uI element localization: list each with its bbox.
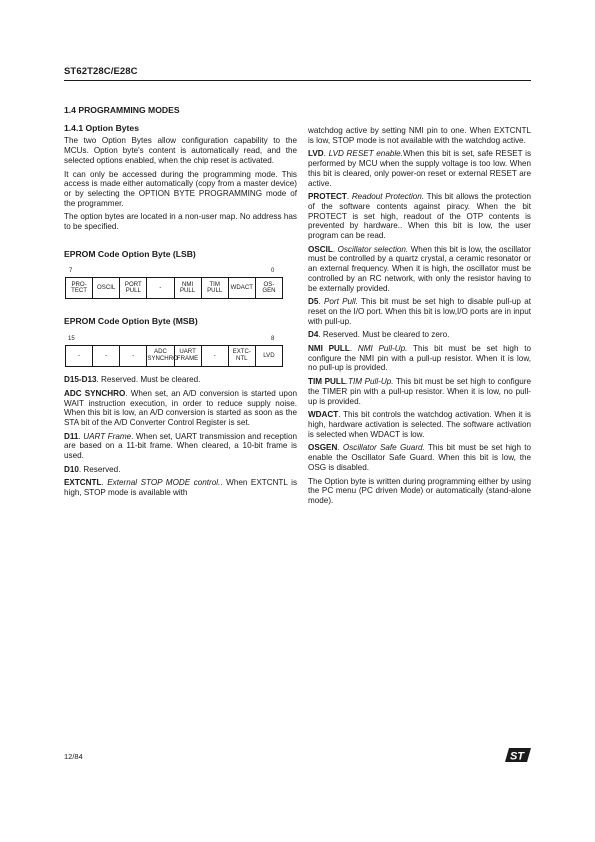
msb-bit-low: 8 <box>271 336 275 343</box>
msb-cell: - <box>93 346 120 367</box>
oscil-paragraph: OSCIL. Oscillator selection. When this bit is low, the oscillator must be controlled by a quartz crystal, a ceramic resonator or an external frequency. When it is high, the oscillator must be controlled by an RC network, with only the resistor having to be externally provided. <box>308 244 531 293</box>
lvd-paragraph: LVD. LVD RESET enable.When this bit is set, safe RESET is performed by MCU when the supply voltage is too low. When this bit is cleared, only power-on reset or external RESET are active. <box>308 149 532 188</box>
lsb-cell: OSCIL <box>93 278 120 299</box>
nmi-paragraph: NMI PULL. NMI Pull-Up. This bit must be set high to configure the NMI pin with a pull-up resistor. When it is low, no pull-up is provided. <box>308 344 531 373</box>
lsb-table-caption: EPROM Code Option Byte (LSB) <box>64 248 196 259</box>
intro-paragraph-2: It can only be accessed during the programming mode. This access is made either automatically (copy from a master device) or by selecting the OPTION BYTE PROGRAMMING mode of the programmer. <box>64 169 297 208</box>
extcntl-paragraph: EXTCNTL. External STOP MODE control.. When EXTCNTL is high, STOP mode is available with <box>64 478 298 498</box>
section-title: 1.4 PROGRAMMING MODES <box>64 105 180 115</box>
lsb-bit-high: 7 <box>69 268 73 275</box>
lsb-cell: TIM PULL <box>201 278 228 299</box>
msb-cell: LVD <box>255 346 282 367</box>
lsb-bit-table <box>65 277 283 299</box>
intro-paragraph-1: The two Option Bytes allow configuration capability to the MCUs. Option byte's content is automatically read, and the selected options enabled, when the chip reset is activated. <box>64 136 297 165</box>
msb-cell: EXTC- NTL <box>228 346 255 367</box>
msb-cell: - <box>201 346 228 367</box>
msb-table-caption: EPROM Code Option Byte (MSB) <box>64 316 198 327</box>
osgen-paragraph: OSGEN. Oscillator Safe Guard. This bit must be set high to enable the Oscillator Safe Guard. When this bit is low, the OSG is disabled. <box>308 443 531 472</box>
left-column <box>64 106 297 502</box>
d11-paragraph: D11. UART Frame. When set, UART transmission and reception are based on a 11-bit frame. When cleared, a 10-bit frame is used. <box>64 431 298 461</box>
msb-bit-high: 15 <box>68 336 75 343</box>
lsb-cell: OS- GEN <box>255 278 282 299</box>
lsb-cell: - <box>147 278 174 299</box>
adc-paragraph: ADC SYNCHRO. When set, an A/D conversion is started upon WAIT instruction execution, in order to reduce supply noise. When this bit is low, an A/D conversion is started as soon as the STA bit of the A/D Converter Control Register is set. <box>64 388 297 427</box>
intro-paragraph-3: The option bytes are located in a non-user map. No address has to be specified. <box>64 212 297 232</box>
msb-cell: - <box>120 346 147 367</box>
st-logo-icon <box>505 748 531 767</box>
d15-paragraph: D15-D13. Reserved. Must be cleared. <box>64 375 201 385</box>
wdact-paragraph: WDACT. This bit controls the watchdog activation. When it is high, hardware activation is selected. The software activation is selected when WDACT is low. <box>308 410 531 439</box>
msb-cell: UART FRAME <box>174 346 201 367</box>
lsb-cell: WDACT <box>228 278 255 299</box>
extcntl-continued: watchdog active by setting NMI pin to one. When EXTCNTL is low, STOP mode is not available with the watchdog active. <box>308 126 531 145</box>
document-header: ST62T28C/E28C <box>64 66 138 77</box>
msb-cell: - <box>66 346 93 367</box>
lsb-cell: NMI PULL <box>174 278 201 299</box>
protect-paragraph: PROTECT. Readout Protection. This bit allows the protection of the software contents against piracy. When the bit PROTECT is set high, readout of the OTP contents is prevented by hardware.. When this bit is low, the user program can be read. <box>308 192 532 241</box>
right-column <box>308 126 531 510</box>
tim-paragraph: TIM PULL.TIM Pull-Up. This bit must be set high to configure the TIMER pin with a pull-up resistor. When it is low, no pull-up is provided. <box>308 377 531 406</box>
subsection-title: 1.4.1 Option Bytes <box>64 122 139 133</box>
lsb-cell: PRO- TECT <box>66 278 93 299</box>
header-rule <box>64 80 531 81</box>
lsb-cell: PORT PULL <box>120 278 147 299</box>
lsb-bit-low: 0 <box>271 268 275 275</box>
d10-paragraph: D10. Reserved. <box>64 464 121 474</box>
d4-paragraph: D4. Reserved. Must be cleared to zero. <box>308 330 450 340</box>
msb-cell: ADC SYNCHRO <box>147 346 174 367</box>
svg-text:ST: ST <box>509 750 525 762</box>
msb-register <box>64 335 294 367</box>
page-number: 12/84 <box>64 752 83 761</box>
lsb-register <box>64 267 294 299</box>
msb-bit-table <box>65 345 283 367</box>
final-paragraph: The Option byte is written during programming either by using the PC menu (PC driven Mode) or automatically (stand-alone mode). <box>308 476 531 505</box>
d5-paragraph: D5. Port Pull. This bit must be set high to disable pull-up at reset on the I/O port. When this bit is low,I/O ports are in input with pull-up. <box>308 297 531 326</box>
